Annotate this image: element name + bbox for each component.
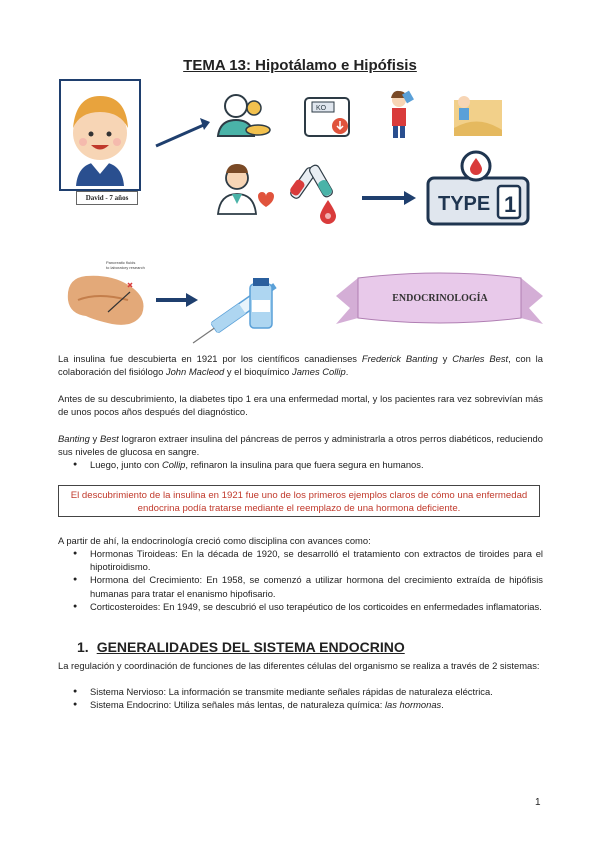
weight-scale-icon (305, 98, 349, 136)
arrow-icon (156, 124, 206, 146)
ko-label: KO (316, 105, 327, 112)
tiny-note-1: Pancreatic fluids (106, 260, 136, 265)
insulin-syringe-icon (190, 278, 279, 348)
type-1-diabetes-icon (428, 152, 528, 224)
tired-child-icon (454, 96, 502, 136)
eating-person-icon (218, 95, 270, 136)
section-intro: La regulación y coordinación de funciones de las diferentes células del organismo se realiza a través de 2 sistemas: (58, 660, 540, 671)
intro-paragraph-1: La insulina fue descubierta en 1921 por los científicos canadienses Frederick Banting y Charles Best, con la colaboración del fisiólogo John Macleod y el bioquímico James Collip. (58, 353, 543, 378)
blood-test-icon (289, 164, 336, 224)
type-label: TYPE (438, 193, 491, 215)
insulin-history-illustration (58, 78, 543, 348)
list-item: ● Sistema Nervioso: La información se transmite mediante señales rápidas de naturaleza eléctrica. (58, 685, 543, 698)
section-heading: 1. GENERALIDADES DEL SISTEMA ENDOCRINO (77, 639, 405, 655)
tiny-note-2: to laboratory research (106, 265, 145, 270)
advances-list (58, 547, 543, 613)
drinking-child-icon (391, 91, 414, 138)
list-item: ● Hormona del Crecimiento: En 1958, se comenzó a utilizar hormona del crecimiento extraída de hipófisis humanas para tratar el enanismo hipofisario. (58, 573, 543, 599)
list-item: ● Sistema Endocrino: Utiliza señales más lentas, de naturaleza química: las hormonas. (58, 698, 543, 711)
systems-list (58, 685, 543, 711)
highlight-callout: El descubrimiento de la insulina en 1921 fue uno de los primeros ejemplos claros de cómo una enfermedad endocrina podía tratarse mediante el reemplazo de una hormona deficiente. (58, 485, 540, 517)
child-portrait (60, 80, 140, 190)
page-title: TEMA 13: Hipotálamo e Hipófisis (183, 57, 417, 74)
list-item: ● Luego, junto con Collip, refinaron la insulina para que fuera segura en humanos. (58, 458, 543, 471)
intro-paragraph-2: Antes de su descubrimiento, la diabetes tipo 1 era una enfermedad mortal, y los pacientes rara vez sobrevivían más de unos pocos años después del diagnóstico. (58, 393, 543, 418)
pancreas-icon (68, 260, 145, 325)
type-number: 1 (504, 192, 517, 217)
intro-bullets (58, 458, 543, 471)
patient-tag: David - 7 años (76, 191, 138, 205)
list-item: ● Hormonas Tiroideas: En la década de 1920, se desarrolló el tratamiento con extractos de tiroides para el hipotiroidismo. (58, 547, 543, 573)
advances-intro: A partir de ahí, la endocrinología creció como disciplina con avances como: (58, 535, 371, 546)
page-number: 1 (535, 797, 541, 808)
banner-label: ENDOCRINOLOGÍA (392, 293, 488, 304)
list-item: ● Corticosteroides: En 1949, se descubrió el uso terapéutico de los corticoides en enfermedades inflamatorias. (58, 600, 543, 613)
endocrinology-banner (336, 273, 543, 324)
doctor-icon (218, 164, 274, 214)
intro-paragraph-3: Banting y Best lograron extraer insulina del páncreas de perros y administrarla a otros perros diabéticos, reduciendo sus niveles de glucosa en sangre. (58, 433, 543, 458)
